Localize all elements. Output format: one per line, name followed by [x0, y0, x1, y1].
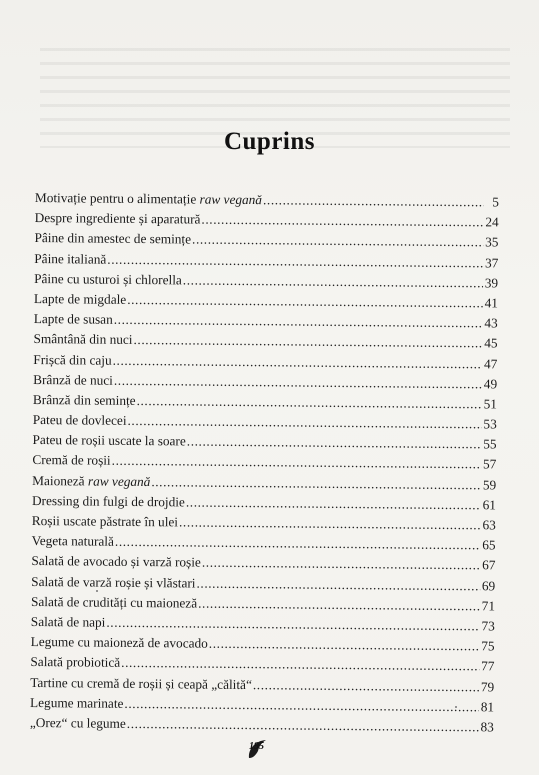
dot-leader — [186, 492, 481, 515]
toc-entry-page: 59 — [482, 476, 497, 493]
toc-entry-title-text: Pâine din amestec de semințe — [34, 230, 192, 247]
toc-entry-title — [34, 269, 182, 291]
toc-entry-page: 65 — [482, 537, 496, 553]
toc-entry-page: 24 — [485, 214, 499, 230]
toc-entry-page: 73 — [481, 618, 495, 634]
toc-entry-title-text: Brânză de nuci — [33, 371, 113, 388]
toc-entry-title — [30, 713, 126, 734]
toc-entry-title-text: Frișcă din caju — [33, 351, 112, 368]
table-of-contents — [30, 188, 499, 737]
toc-entry-title-text: Dressing din fulgi de drojdie — [31, 492, 185, 510]
toc-entry-title-text: Maioneză — [32, 472, 89, 489]
toc-entry-title — [33, 410, 127, 431]
page-title: Cuprins — [223, 128, 316, 155]
toc-entry-title — [31, 592, 197, 614]
toc-entry-title — [32, 450, 110, 471]
toc-entry-page: 43 — [484, 315, 498, 331]
toc-entry-title — [34, 249, 106, 270]
toc-entry-title-text: Pâine cu usturoi și chlorella — [34, 270, 182, 288]
dot-leader — [209, 634, 480, 657]
page-number: 195 — [249, 741, 264, 752]
toc-entry-title-text: Motivație pentru o alimentație — [34, 189, 200, 207]
toc-entry-title-text: Legume cu maioneză de avocado — [30, 634, 208, 651]
toc-entry-title-text: Vegeta naturală — [31, 533, 115, 549]
toc-entry-page: 81 — [480, 698, 495, 715]
dot-leader — [127, 714, 479, 738]
toc-entry-title-text: Salată probiotică — [30, 654, 121, 671]
toc-entry-title-text: „Orez“ cu legume — [29, 714, 126, 731]
paper-speck — [455, 706, 457, 708]
toc-entry-title-text: Pateu de roșii uscate la soare — [32, 432, 186, 449]
dot-leader — [183, 270, 483, 293]
dot-leader — [198, 593, 480, 616]
toc-entry-title — [31, 612, 106, 633]
paper-speck — [96, 590, 98, 592]
toc-entry-title — [34, 228, 191, 250]
toc-entry-title — [33, 370, 113, 391]
toc-entry-title-text: Lapte de susan — [33, 311, 113, 327]
toc-entry-title — [32, 491, 185, 513]
toc-entry-title — [33, 390, 136, 411]
toc-entry-page: 57 — [483, 456, 497, 472]
dot-leader — [263, 190, 484, 212]
toc-entry-title — [34, 289, 127, 310]
toc-entry-page: 47 — [483, 355, 498, 371]
toc-entry-page: 71 — [481, 598, 496, 614]
dot-leader — [253, 675, 480, 697]
toc-entry-title — [32, 430, 185, 452]
toc-entry-title-text: Despre ingrediente și aparatură — [34, 210, 201, 227]
toc-entry — [30, 713, 494, 738]
toc-entry-page: 69 — [481, 577, 496, 593]
dot-leader — [196, 573, 480, 596]
toc-entry-page: 5 — [492, 194, 499, 210]
toc-entry-title-text: Pateu de dovlecei — [32, 412, 127, 428]
toc-entry-title-text: Lapte de migdale — [33, 290, 127, 307]
toc-entry-page: 61 — [482, 497, 497, 513]
toc-entry-page: 49 — [483, 376, 498, 392]
toc-entry-page: 53 — [483, 416, 497, 432]
toc-entry-page: 79 — [480, 678, 495, 694]
toc-entry-title — [31, 551, 201, 573]
toc-entry-page: 51 — [483, 396, 498, 412]
toc-entry-title-text: Brânză din semințe — [32, 391, 136, 408]
toc-entry-title-text: Salată de napi — [30, 613, 106, 630]
toc-entry-page: 45 — [484, 335, 498, 351]
toc-entry-title — [35, 188, 262, 210]
toc-entry-title-text: Cremă de roșii — [32, 452, 111, 469]
toc-entry-title — [32, 531, 115, 552]
dot-leader — [192, 230, 484, 253]
toc-entry-title-text: Salată de varză roșie și vlăstari — [31, 573, 196, 591]
toc-entry-page: 63 — [482, 517, 496, 533]
toc-entry-page: 37 — [484, 254, 499, 271]
toc-entry-title-text: Salată de avocado și varză roșie — [31, 553, 201, 570]
dot-leader — [201, 210, 483, 233]
toc-entry-title — [35, 208, 201, 230]
toc-entry-title — [30, 672, 252, 694]
toc-entry-title — [31, 572, 195, 594]
toc-entry-page: 77 — [481, 658, 495, 674]
toc-entry-title-text: Roșii uscate păstrate în ulei — [31, 512, 179, 530]
toc-entry-title-italic: raw vegană — [87, 473, 151, 489]
toc-entry-page: 67 — [482, 557, 496, 573]
toc-entry-page: 39 — [484, 275, 499, 291]
toc-entry-title — [31, 632, 208, 654]
toc-entry-page: 75 — [481, 638, 495, 654]
toc-entry-title — [32, 511, 178, 533]
toc-entry-title — [33, 329, 132, 350]
toc-entry-title-text: Salată de crudități cu maioneză — [30, 593, 198, 611]
toc-entry-title — [30, 693, 124, 714]
toc-entry-title — [33, 349, 111, 370]
toc-entry-title-italic: raw vegană — [199, 191, 263, 208]
dot-leader — [202, 553, 481, 576]
toc-entry-title-text: Tartine cu cremă de roșii și ceapă „călită“ — [30, 674, 252, 692]
toc-entry-page: 55 — [483, 436, 497, 452]
toc-entry-page: 35 — [485, 234, 499, 250]
toc-entry-title — [34, 309, 113, 330]
dot-leader — [187, 432, 482, 455]
toc-entry-title — [32, 471, 150, 492]
toc-entry-page: 41 — [484, 295, 498, 311]
toc-entry-title-text: Pâine italiană — [34, 250, 107, 267]
toc-entry-page: 83 — [480, 719, 494, 735]
toc-entry-title-text: Legume marinate — [29, 694, 124, 711]
toc-entry-title-text: Smântână din nuci — [33, 331, 133, 348]
toc-entry-title — [30, 652, 120, 673]
